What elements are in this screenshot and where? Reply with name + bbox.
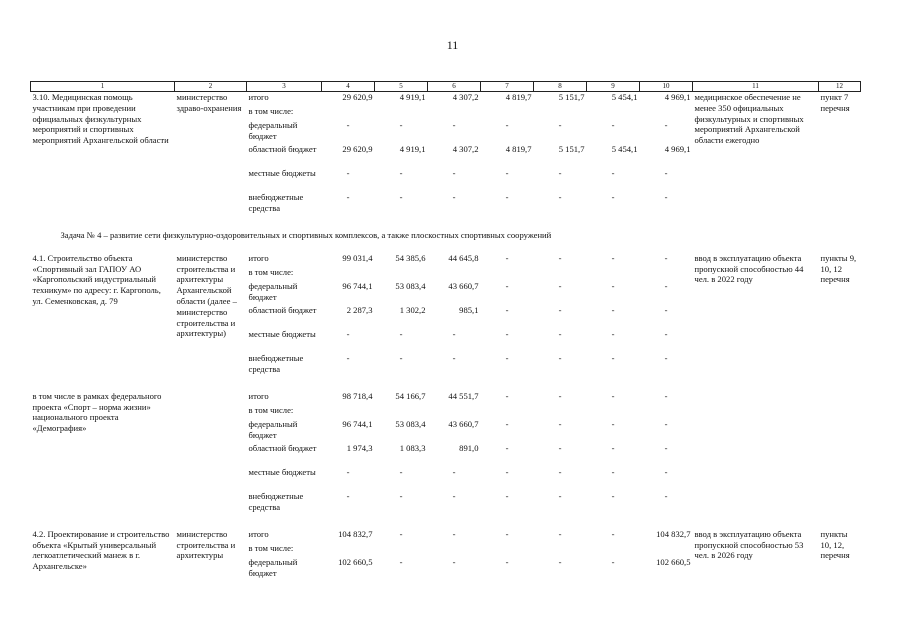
funding-source: федеральный бюджет xyxy=(248,280,298,302)
amount-cell: 4 919,1 xyxy=(399,144,426,154)
column-number: 1 xyxy=(31,82,175,92)
amount-cell: - xyxy=(505,328,509,339)
amount-cell: - xyxy=(664,192,668,202)
amount-cell xyxy=(428,405,481,419)
amount-cell xyxy=(481,106,534,120)
amount-cell: 4 307,2 xyxy=(452,144,479,154)
amount-cell xyxy=(534,405,587,419)
amount-cell: 99 031,4 xyxy=(342,252,373,263)
amount-cell: - xyxy=(452,120,456,130)
amount-cell: 53 083,4 xyxy=(395,418,426,429)
funding-source: итого xyxy=(248,92,269,102)
amount-cell: - xyxy=(664,390,668,401)
spacer-row xyxy=(31,515,861,529)
table-row xyxy=(31,529,861,543)
funding-source: в том числе: xyxy=(248,542,294,553)
amount-cell: - xyxy=(558,304,562,315)
executor: министерство строительства и архитектуры xyxy=(176,528,236,561)
amount-cell: - xyxy=(611,390,615,401)
column-number: 8 xyxy=(534,82,587,92)
amount-cell: - xyxy=(346,490,350,501)
funding-source: в том числе: xyxy=(248,404,294,415)
amount-cell: - xyxy=(611,192,615,202)
expected-result xyxy=(693,391,819,515)
funding-source: федеральный бюджет xyxy=(248,556,298,578)
amount-cell: - xyxy=(399,328,403,339)
header-row xyxy=(31,82,861,92)
amount-cell: - xyxy=(505,466,509,477)
executor: министерство здраво-охранения xyxy=(176,92,242,113)
amount-cell: - xyxy=(346,352,350,363)
executor xyxy=(175,391,247,515)
amount-cell: - xyxy=(611,120,615,130)
amount-cell: - xyxy=(399,168,403,178)
funding-source: областной бюджет xyxy=(248,144,317,154)
amount-cell: 98 718,4 xyxy=(342,390,373,401)
amount-cell: 4 819,7 xyxy=(505,92,532,102)
amount-cell: 4 819,7 xyxy=(505,144,532,154)
amount-cell: - xyxy=(558,280,562,291)
amount-cell: - xyxy=(664,490,668,501)
amount-cell: 5 151,7 xyxy=(558,144,585,154)
amount-cell: - xyxy=(558,192,562,202)
column-number: 5 xyxy=(375,82,428,92)
amount-cell: - xyxy=(399,466,403,477)
amount-cell: - xyxy=(611,418,615,429)
amount-cell: 29 620,9 xyxy=(342,92,373,102)
measure-description: в том числе в рамках федерального проекта «Спорт – норма жизни» национального проекта «Демография» xyxy=(32,390,162,434)
amount-cell: - xyxy=(399,556,403,567)
amount-cell xyxy=(587,543,640,557)
amount-cell: - xyxy=(611,528,615,539)
expected-result: медицинское обеспечение не менее 350 официальных физкультурных и спортивных мероприятий Архангельской области ежегодно xyxy=(694,92,804,146)
amount-cell: - xyxy=(558,418,562,429)
amount-cell: 985,1 xyxy=(459,304,479,315)
amount-cell: - xyxy=(452,328,456,339)
amount-cell xyxy=(587,106,640,120)
amount-cell: - xyxy=(664,120,668,130)
amount-cell: - xyxy=(611,556,615,567)
funding-source: в том числе: xyxy=(248,266,294,277)
amount-cell: 1 302,2 xyxy=(399,304,426,315)
amount-cell xyxy=(640,106,693,120)
table-row xyxy=(31,391,861,405)
amount-cell xyxy=(428,267,481,281)
task-row xyxy=(31,216,861,253)
amount-cell: - xyxy=(558,390,562,401)
amount-cell xyxy=(640,267,693,281)
amount-cell: - xyxy=(611,168,615,178)
amount-cell xyxy=(428,106,481,120)
funding-source: итого xyxy=(248,528,269,539)
amount-cell: - xyxy=(505,280,509,291)
amount-cell: - xyxy=(558,252,562,263)
amount-cell: 104 832,7 xyxy=(338,528,373,539)
funding-source: областной бюджет xyxy=(248,304,317,315)
spacer-cell xyxy=(31,377,861,391)
amount-cell: - xyxy=(505,390,509,401)
amount-cell: - xyxy=(452,466,456,477)
funding-source: местные бюджеты xyxy=(248,466,316,477)
amount-cell xyxy=(534,267,587,281)
amount-cell: - xyxy=(505,252,509,263)
funding-source: местные бюджеты xyxy=(248,328,316,339)
amount-cell: 1 083,3 xyxy=(399,442,426,453)
amount-cell: 5 454,1 xyxy=(611,92,638,102)
amount-cell: 43 660,7 xyxy=(448,280,479,291)
amount-cell: - xyxy=(558,168,562,178)
amount-cell xyxy=(587,405,640,419)
amount-cell: - xyxy=(505,192,509,202)
amount-cell: - xyxy=(505,442,509,453)
amount-cell xyxy=(428,543,481,557)
spacer-cell xyxy=(31,515,861,529)
funding-source: внебюджетные средства xyxy=(248,352,304,374)
amount-cell xyxy=(375,267,428,281)
amount-cell: - xyxy=(611,466,615,477)
amount-cell: - xyxy=(346,466,350,477)
amount-cell: - xyxy=(558,352,562,363)
amount-cell: - xyxy=(505,304,509,315)
amount-cell xyxy=(640,543,693,557)
funding-source: итого xyxy=(248,390,269,401)
funding-source: федеральный бюджет xyxy=(248,120,298,141)
amount-cell: 4 307,2 xyxy=(452,92,479,102)
amount-cell: - xyxy=(664,304,668,315)
amount-cell: - xyxy=(664,168,668,178)
funding-source: областной бюджет xyxy=(248,442,317,453)
amount-cell: 44 551,7 xyxy=(448,390,479,401)
amount-cell: - xyxy=(452,556,456,567)
amount-cell: - xyxy=(664,280,668,291)
amount-cell: - xyxy=(664,252,668,263)
amount-cell: - xyxy=(452,192,456,202)
amount-cell: 29 620,9 xyxy=(342,144,373,154)
funding-source: местные бюджеты xyxy=(248,168,316,178)
amount-cell: - xyxy=(664,466,668,477)
amount-cell: - xyxy=(505,120,509,130)
amount-cell: 102 660,5 xyxy=(338,556,373,567)
measure-description: 4.1. Строительство объекта «Спортивный зал ГАПОУ АО «Каргопольский индустриальный техникум» по адресу: г. Каргополь, ул. Семенковская, д. 79 xyxy=(32,252,161,306)
column-number: 9 xyxy=(587,82,640,92)
amount-cell: - xyxy=(664,418,668,429)
amount-cell: 54 385,6 xyxy=(395,252,426,263)
amount-cell: 54 166,7 xyxy=(395,390,426,401)
amount-cell: 891,0 xyxy=(459,442,479,453)
amount-cell: - xyxy=(452,528,456,539)
amount-cell xyxy=(587,267,640,281)
column-number: 6 xyxy=(428,82,481,92)
amount-cell: 4 919,1 xyxy=(399,92,426,102)
column-number: 4 xyxy=(322,82,375,92)
amount-cell: - xyxy=(346,168,350,178)
amount-cell: - xyxy=(664,352,668,363)
amount-cell: 5 454,1 xyxy=(611,144,638,154)
table-body xyxy=(31,82,861,581)
column-number: 12 xyxy=(819,82,861,92)
amount-cell: - xyxy=(611,352,615,363)
amount-cell: - xyxy=(505,556,509,567)
table-row xyxy=(31,92,861,107)
column-number: 10 xyxy=(640,82,693,92)
funding-source: в том числе: xyxy=(248,106,294,116)
amount-cell: - xyxy=(558,120,562,130)
amount-cell: - xyxy=(558,528,562,539)
amount-cell xyxy=(375,405,428,419)
amount-cell: - xyxy=(558,442,562,453)
funding-source: внебюджетные средства xyxy=(248,192,304,213)
amount-cell: - xyxy=(452,352,456,363)
spacer-row xyxy=(31,377,861,391)
amount-cell: - xyxy=(505,528,509,539)
page-number: 11 xyxy=(446,38,459,52)
amount-cell: 4 969,1 xyxy=(664,144,691,154)
amount-cell: - xyxy=(399,192,403,202)
amount-cell: - xyxy=(611,442,615,453)
column-number: 7 xyxy=(481,82,534,92)
funding-source: итого xyxy=(248,252,269,263)
amount-cell: - xyxy=(505,168,509,178)
amount-cell: 4 969,1 xyxy=(664,92,691,102)
amount-cell: - xyxy=(664,328,668,339)
amount-cell xyxy=(375,543,428,557)
amount-cell: 104 832,7 xyxy=(656,528,691,539)
amount-cell: - xyxy=(558,490,562,501)
list-reference: пункты 9, 10, 12 перечня xyxy=(820,252,857,285)
amount-cell: - xyxy=(346,328,350,339)
amount-cell: 96 744,1 xyxy=(342,418,373,429)
amount-cell: - xyxy=(452,168,456,178)
amount-cell: 5 151,7 xyxy=(558,92,585,102)
amount-cell: - xyxy=(346,192,350,202)
funding-source: внебюджетные средства xyxy=(248,490,304,512)
amount-cell: 102 660,5 xyxy=(656,556,691,567)
amount-cell: - xyxy=(399,528,403,539)
amount-cell xyxy=(481,267,534,281)
list-reference: пункт 7 перечня xyxy=(820,92,850,113)
expected-result: ввод в эксплуатацию объекта пропускной способностью 53 чел. в 2026 году xyxy=(694,528,804,561)
task-title: Задача № 4 – развитие сети физкультурно-оздоровительных и спортивных комплексов, а также плоскостных спортивных сооружений xyxy=(60,230,552,240)
amount-cell: - xyxy=(611,490,615,501)
expected-result: ввод в эксплуатацию объекта пропускной способностью 44 чел. в 2022 году xyxy=(694,252,804,285)
amount-cell xyxy=(481,543,534,557)
measure-description: 3.10. Медицинская помощь участникам при проведении официальных физкультурных мероприятий и спортивных мероприятий Архангельской области xyxy=(32,92,169,146)
amount-cell xyxy=(322,106,375,120)
column-number: 3 xyxy=(247,82,322,92)
amount-cell xyxy=(375,106,428,120)
program-table xyxy=(30,81,861,581)
amount-cell: - xyxy=(505,418,509,429)
amount-cell: - xyxy=(452,490,456,501)
amount-cell: - xyxy=(399,352,403,363)
funding-source: федеральный бюджет xyxy=(248,418,298,440)
table-row xyxy=(31,253,861,267)
amount-cell xyxy=(534,543,587,557)
amount-cell: - xyxy=(505,352,509,363)
amount-cell: 53 083,4 xyxy=(395,280,426,291)
amount-cell xyxy=(322,543,375,557)
amount-cell: - xyxy=(505,490,509,501)
amount-cell: 2 287,3 xyxy=(346,304,373,315)
amount-cell xyxy=(481,405,534,419)
amount-cell: 96 744,1 xyxy=(342,280,373,291)
amount-cell: 44 645,8 xyxy=(448,252,479,263)
column-number: 2 xyxy=(175,82,247,92)
column-number: 11 xyxy=(693,82,819,92)
amount-cell: - xyxy=(611,304,615,315)
amount-cell: - xyxy=(611,328,615,339)
amount-cell: - xyxy=(558,328,562,339)
amount-cell: - xyxy=(346,120,350,130)
amount-cell: - xyxy=(399,120,403,130)
measure-description: 4.2. Проектирование и строительство объекта «Крытый универсальный легкоатлетический манеж в г. Архангельске» xyxy=(32,528,170,572)
list-reference: пункты 10, 12, перечня xyxy=(820,528,850,561)
amount-cell: - xyxy=(611,280,615,291)
amount-cell xyxy=(322,267,375,281)
amount-cell xyxy=(322,405,375,419)
amount-cell: 1 974,3 xyxy=(346,442,373,453)
amount-cell: - xyxy=(611,252,615,263)
amount-cell: - xyxy=(558,556,562,567)
amount-cell: - xyxy=(399,490,403,501)
list-reference xyxy=(819,391,861,515)
amount-cell: - xyxy=(558,466,562,477)
amount-cell xyxy=(534,106,587,120)
executor: министерство строительства и архитектуры Архангельской области (далее – министерство строительства и архитектуры) xyxy=(176,252,237,339)
amount-cell xyxy=(640,405,693,419)
amount-cell: - xyxy=(664,442,668,453)
amount-cell: 43 660,7 xyxy=(448,418,479,429)
